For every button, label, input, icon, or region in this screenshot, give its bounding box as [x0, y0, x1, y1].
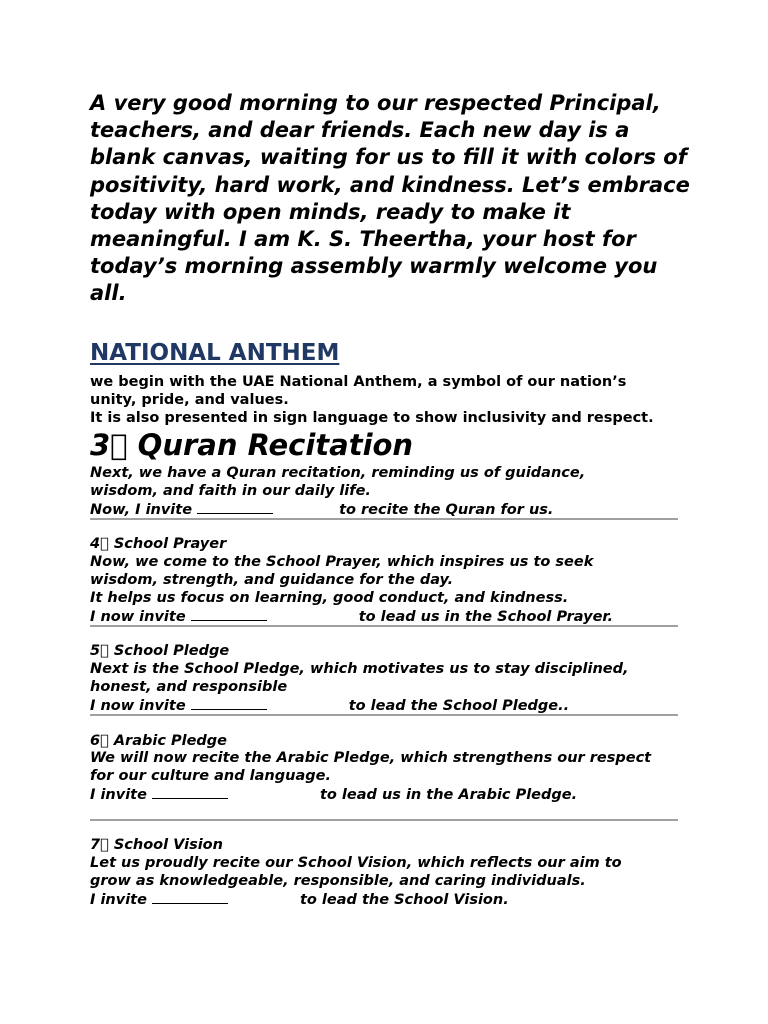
section-divider	[90, 625, 678, 627]
anthem-line-2: unity, pride, and values.	[90, 392, 289, 408]
invitee-blank	[152, 785, 228, 799]
prayer-line-1: Now, we come to the School Prayer, which inspires us to seek	[90, 554, 594, 570]
invite-text: I now invite	[90, 698, 191, 714]
quran-line-1: Next, we have a Quran recitation, reminding us of guidance,	[90, 465, 586, 481]
section-divider	[90, 518, 678, 520]
invitee-blank	[191, 607, 267, 621]
school-prayer-title: 4⃣ School Prayer	[90, 536, 227, 552]
invitee-blank	[152, 890, 228, 904]
pledge-invite-line	[90, 696, 569, 715]
prayer-line-3: It helps us focus on learning, good conduct, and kindness.	[90, 590, 569, 606]
invite-text: I invite	[90, 892, 152, 908]
pledge-line-1: Next is the School Pledge, which motivates us to stay disciplined,	[90, 661, 629, 677]
quran-invite-line	[90, 500, 553, 519]
school-vision-title: 7⃣ School Vision	[90, 837, 223, 853]
arabic-pledge-title: 6⃣ Arabic Pledge	[90, 733, 228, 749]
invite-text: I now invite	[90, 609, 191, 625]
school-pledge-title: 5⃣ School Pledge	[90, 643, 230, 659]
prayer-line-2: wisdom, strength, and guidance for the day.	[90, 572, 454, 588]
invite-text: Now, I invite	[90, 502, 198, 518]
quran-recitation-heading: 3⃣ Quran Recitation	[90, 428, 414, 462]
quran-line-2: wisdom, and faith in our daily life.	[90, 483, 371, 499]
pledge-line-2: honest, and responsible	[90, 679, 288, 695]
anthem-line-3: It is also presented in sign language to show inclusivity and respect.	[90, 410, 654, 426]
prayer-invite-line	[90, 607, 613, 626]
invitee-blank	[197, 500, 273, 514]
invite-text: I invite	[90, 787, 152, 803]
arabic-line-2: for our culture and language.	[90, 768, 331, 784]
section-divider	[90, 819, 678, 821]
anthem-line-1: we begin with the UAE National Anthem, a symbol of our nation’s	[90, 374, 627, 390]
vision-line-1: Let us proudly recite our School Vision, which reflects our aim to	[90, 855, 622, 871]
invite-purpose: to lead us in the Arabic Pledge.	[319, 787, 578, 803]
invite-purpose: to lead the School Pledge..	[348, 698, 570, 714]
intro-paragraph: A very good morning to our respected Principal, teachers, and dear friends. Each new day is a blank canvas, waiting for us to fill it with colors of positivity, hard work, and kindness. Let’s embrace today with open minds, ready to make it meaningful. I am K. S. Theertha, your host for today’s morning assembly warmly welcome you all.	[90, 91, 690, 306]
arabic-invite-line	[90, 785, 577, 804]
invitee-blank	[191, 696, 267, 710]
section-divider	[90, 714, 678, 716]
arabic-line-1: We will now recite the Arabic Pledge, which strengthens our respect	[90, 750, 652, 766]
vision-invite-line	[90, 890, 509, 909]
vision-line-2: grow as knowledgeable, responsible, and caring individuals.	[90, 873, 586, 889]
invite-purpose: to lead the School Vision.	[299, 892, 509, 908]
invite-purpose: to lead us in the School Prayer.	[358, 609, 613, 625]
national-anthem-heading: NATIONAL ANTHEM	[90, 340, 340, 366]
invite-purpose: to recite the Quran for us.	[339, 502, 554, 518]
